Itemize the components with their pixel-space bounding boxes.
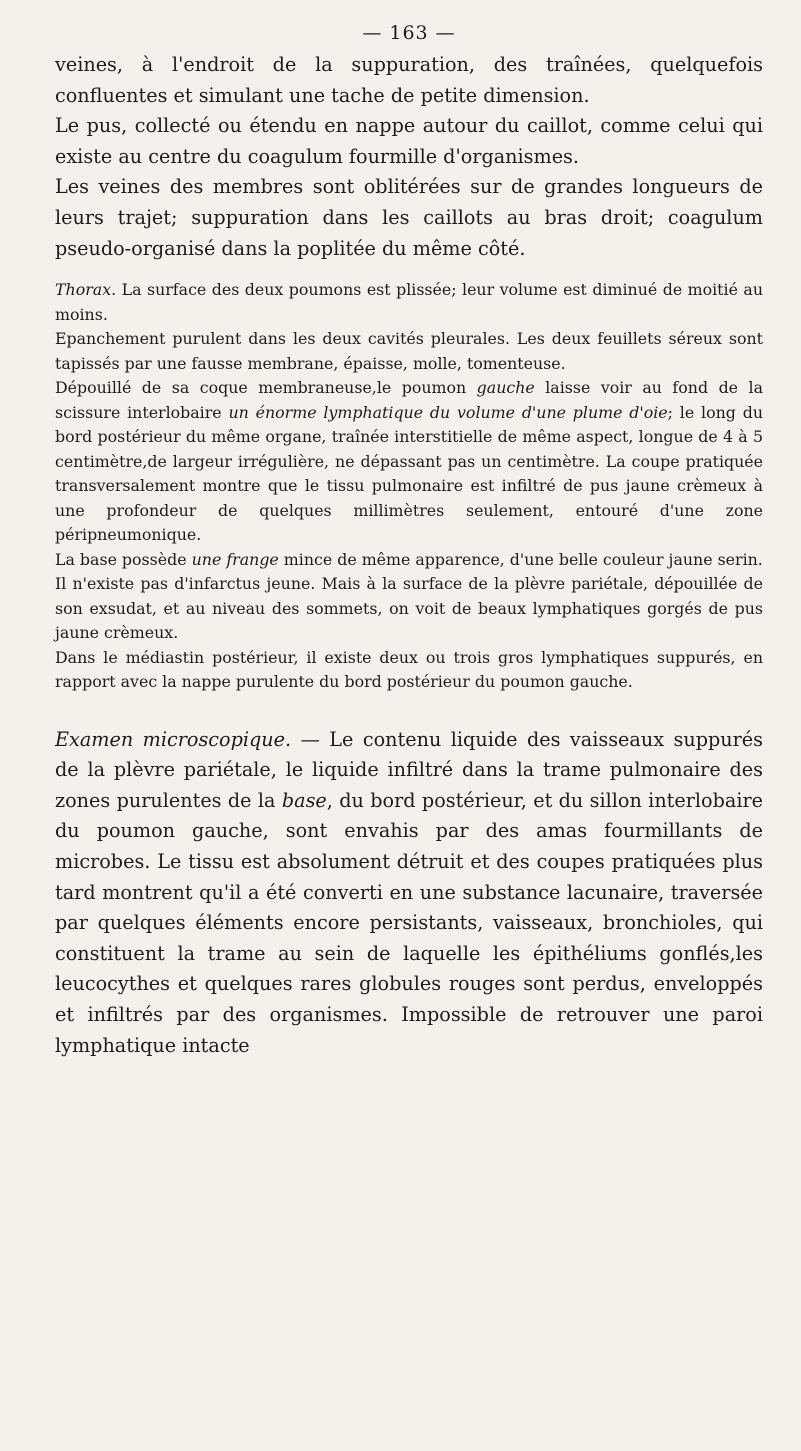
thorax-section [55,278,763,695]
exam-section [55,725,763,1062]
emphasis-text: une frange [191,549,279,569]
emphasis-text: base [281,788,327,812]
paragraph-text: ; le long du bord postérieur du même organe, traînée interstitielle de même aspect, longue de 4 à 5 centimètre,de largeur irrégulière, ne dépassant pas un centimètre. La coupe pratiquée transversalement montre que le tissu pulmonaire est infiltré de pus jaune crèmeux à une profondeur de quelques millimètres seulement, entouré d'une zone péripneumonique. [55,402,763,545]
section-heading: Thorax. [55,280,117,300]
paragraph-text: — Le contenu liquide des vaisseaux suppurés de la plèvre pariétale, le liquide infiltré dans la trame pulmonaire des zones purulentes de la [55,727,764,812]
paragraph [55,278,763,327]
paragraph-text: Les veines des membres sont oblitérées sur de grandes longueurs de leurs trajet; suppuration dans les caillots au bras droit; coagulum pseudo-organisé dans la poplitée du même côté. [55,175,763,260]
page-number: — 163 — [362,22,456,44]
paragraph: Epanchement purulent dans les deux cavités pleurales. Les deux feuillets séreux sont tapissés par une fausse membrane, épaisse, molle, tomenteuse. [55,329,763,373]
paragraph-text: La surface des deux poumons est plissée; leur volume est diminué de moitié au moins. [55,280,763,324]
paragraph-text: mince de même apparence, d'une belle couleur jaune serin. [278,549,763,569]
paragraph-text: , du bord postérieur, et du sillon interlobaire du poumon gauche, sont envahis par des amas fourmillants de microbes. Le tissu est absolument détruit et des coupes pratiquées plus tard montrent qu'il a été converti en une substance lacunaire, traversée par quelques éléments encore persistants, vaisseaux, bronchioles, qui constituent la trame au sein de laquelle les épithéliums gonflés,les leucocythes et quelques rares globules rouges sont perdus, enveloppés et infiltrés par des organismes. Impossible de retrouver une paroi lymphatique intacte [55,788,763,1057]
paragraph-text: laisse voir au fond de la scissure interlobaire [55,378,763,422]
paragraph-text: La base possède [55,549,192,569]
paragraph: veines, à l'endroit de la suppuration, des traînées, quelquefois confluentes et simulant une tache de petite dimension. [55,53,763,107]
emphasis-text: gauche [476,378,535,398]
paragraph-text: Dépouillé de sa coque membraneuse,le poumon [55,378,477,398]
paragraph [55,172,763,264]
paragraph [55,376,763,548]
section-heading: Examen microscopique. [55,727,292,751]
paragraph [55,111,763,172]
paragraph [55,548,763,573]
paragraph: Dans le médiastin postérieur, il existe deux ou trois gros lymphatiques suppurés, en rapport avec la nappe purulente du bord postérieur du poumon gauche. [55,647,763,692]
paragraph-text: Le pus, collecté ou étendu en nappe autour du caillot, comme celui qui existe au centre du coagulum fourmille d'organismes. [55,114,763,168]
emphasis-text: un énorme lymphatique du volume d'une plume d'oie [228,402,668,422]
paragraph [55,725,763,1062]
intro-section [55,50,763,264]
paragraph: Il n'existe pas d'infarctus jeune. Mais à la surface de la plèvre pariétale, dépouillée de son exsudat, et au niveau des sommets, on voit de beaux lymphatiques gorgés de pus jaune crèmeux. [55,574,763,643]
